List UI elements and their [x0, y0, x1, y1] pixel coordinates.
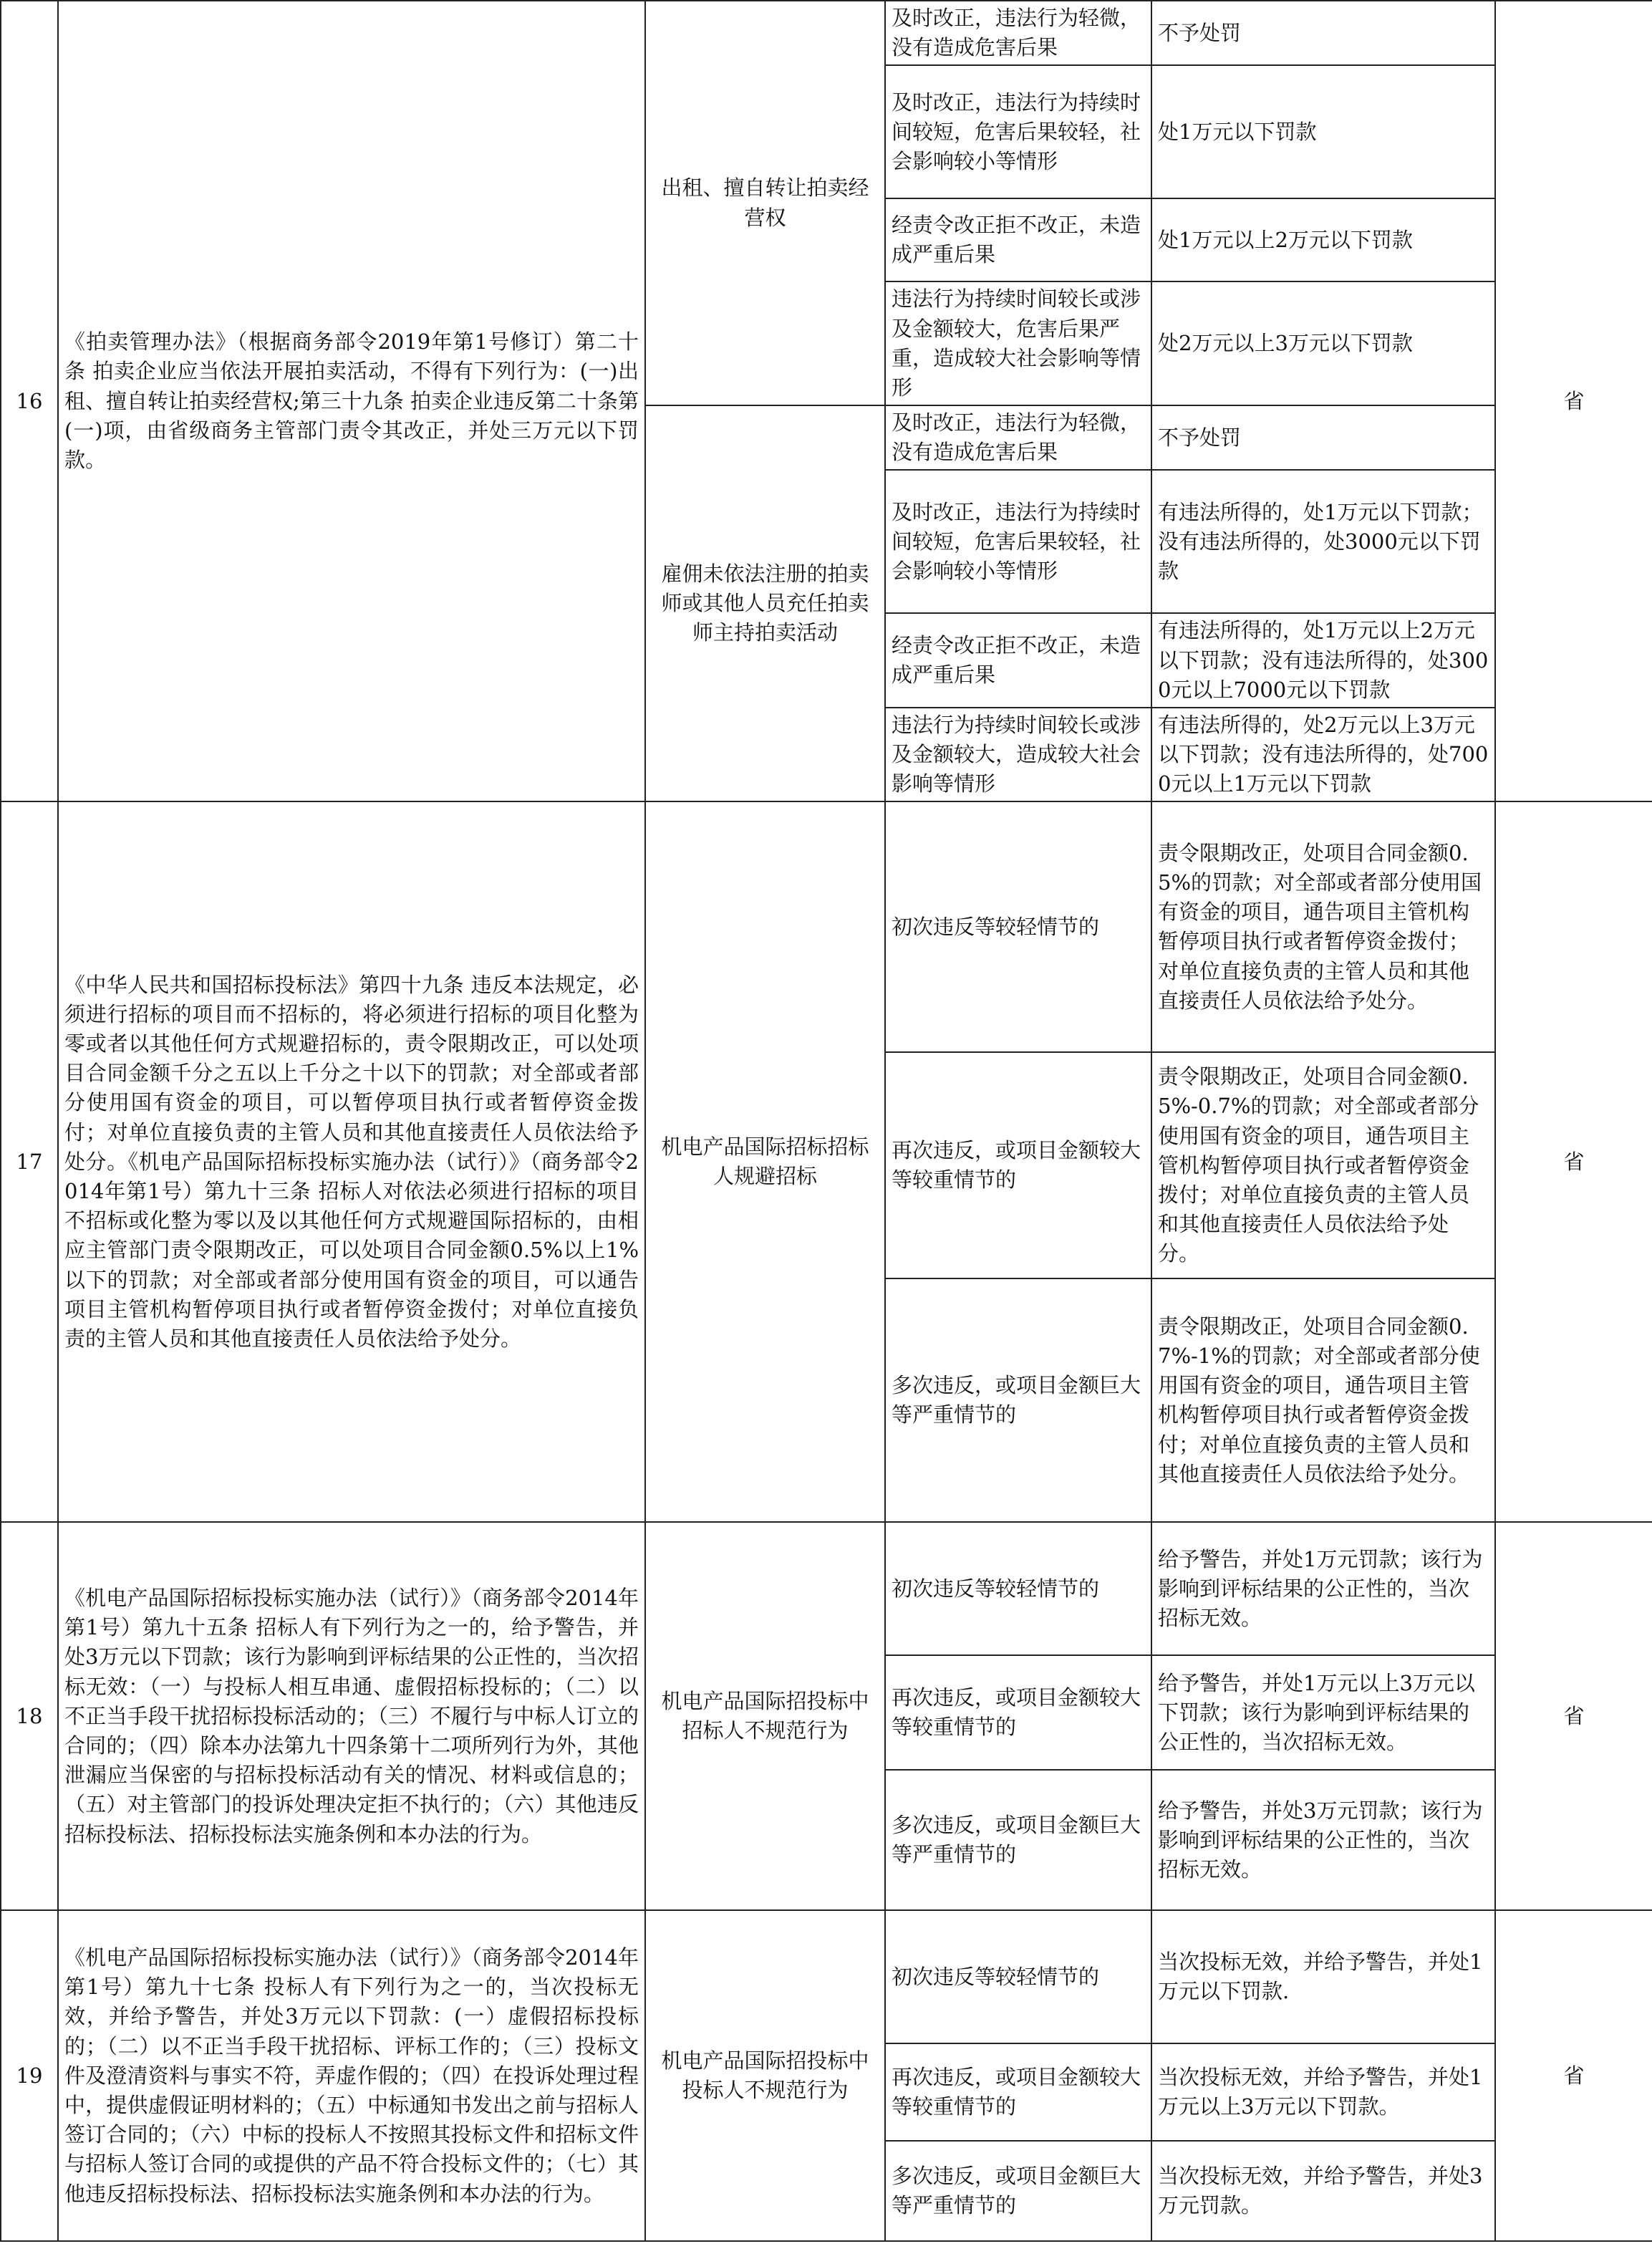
penalty: 不予处罚 — [1151, 1, 1495, 65]
circumstance: 及时改正，违法行为轻微，没有造成危害后果 — [885, 1, 1151, 65]
penalty: 责令限期改正，处项目合同金额0.5%的罚款；对全部或者部分使用国有资金的项目，通告项目主管机构暂停项目执行或者暂停资金拨付；对单位直接负责的主管人员和其他直接责任人员依法给予处分。 — [1151, 801, 1495, 1052]
penalty: 不予处罚 — [1151, 405, 1495, 470]
enforcement-level: 省 — [1495, 1522, 1652, 1910]
penalty: 给予警告，并处1万元以上3万元以下罚款；该行为影响到评标结果的公正性的，当次招标无效。 — [1151, 1655, 1495, 1770]
legal-basis: 《机电产品国际招标投标实施办法（试行）》（商务部令2014年第1号）第九十五条 招标人有下列行为之一的，给予警告，并处3万元以下罚款；该行为影响到评标结果的公正性的，当次招标无效：（一）与投标人相互串通、虚假招标投标的；（二）以不正当手段干扰招标投标活动的；（三）不履行与中标人订立的合同的；（四）除本办法第九十四条第十二项所列行为外，其他泄漏应当保密的与招标投标活动有关的情况、材料或信息的；（五）对主管部门的投诉处理决定拒不执行的；（六）其他违反招标投标法、招标投标法实施条例和本办法的行为。 — [58, 1522, 645, 1910]
circumstance: 经责令改正拒不改正，未造成严重后果 — [885, 198, 1151, 281]
row-number: 16 — [1, 1, 58, 801]
table-row — [1, 1910, 1652, 2043]
circumstance: 违法行为持续时间较长或涉及金额较大，造成较大社会影响等情形 — [885, 708, 1151, 802]
enforcement-level: 省 — [1495, 1910, 1652, 2241]
circumstance: 再次违反，或项目金额较大等较重情节的 — [885, 2043, 1151, 2141]
legal-basis: 《拍卖管理办法》（根据商务部令2019年第1号修订）第二十条 拍卖企业应当依法开展拍卖活动，不得有下列行为：(一)出租、擅自转让拍卖经营权;第三十九条 拍卖企业违反第二十条第(一)项，由省级商务主管部门责令其改正，并处三万元以下罚款。 — [58, 1, 645, 801]
circumstance: 初次违反等较轻情节的 — [885, 1910, 1151, 2043]
penalty: 给予警告，并处3万元罚款；该行为影响到评标结果的公正性的，当次招标无效。 — [1151, 1770, 1495, 1910]
row-number: 19 — [1, 1910, 58, 2241]
circumstance: 及时改正，违法行为持续时间较短，危害后果较轻，社会影响较小等情形 — [885, 470, 1151, 613]
table-row — [1, 1522, 1652, 1655]
enforcement-level: 省 — [1495, 801, 1652, 1522]
penalty: 有违法所得的，处1万元以下罚款；没有违法所得的，处3000元以下罚款 — [1151, 470, 1495, 613]
penalty: 有违法所得的，处1万元以上2万元以下罚款；没有违法所得的，处3000元以上7000元以下罚款 — [1151, 613, 1495, 708]
violation-item: 出租、擅自转让拍卖经营权 — [645, 1, 885, 405]
enforcement-level: 省 — [1495, 1, 1652, 801]
penalty: 当次投标无效，并给予警告，并处3万元罚款。 — [1151, 2141, 1495, 2241]
circumstance: 多次违反，或项目金额巨大等严重情节的 — [885, 1278, 1151, 1522]
circumstance: 经责令改正拒不改正，未造成严重后果 — [885, 613, 1151, 708]
circumstance: 再次违反，或项目金额较大等较重情节的 — [885, 1655, 1151, 1770]
penalty: 当次投标无效，并给予警告，并处1万元以上3万元以下罚款。 — [1151, 2043, 1495, 2141]
circumstance: 及时改正，违法行为轻微，没有造成危害后果 — [885, 405, 1151, 470]
circumstance: 及时改正，违法行为持续时间较短，危害后果较轻，社会影响较小等情形 — [885, 65, 1151, 198]
circumstance: 再次违反，或项目金额较大等较重情节的 — [885, 1052, 1151, 1278]
circumstance: 初次违反等较轻情节的 — [885, 1522, 1151, 1655]
table-row — [1, 1, 1652, 65]
circumstance: 多次违反，或项目金额巨大等严重情节的 — [885, 1770, 1151, 1910]
table-row — [1, 801, 1652, 1052]
penalty: 处2万元以上3万元以下罚款 — [1151, 281, 1495, 405]
violation-item: 机电产品国际招投标中投标人不规范行为 — [645, 1910, 885, 2241]
row-number: 17 — [1, 801, 58, 1522]
violation-item: 雇佣未依法注册的拍卖师或其他人员充任拍卖师主持拍卖活动 — [645, 405, 885, 801]
row-number: 18 — [1, 1522, 58, 1910]
legal-basis: 《中华人民共和国招标投标法》第四十九条 违反本法规定，必须进行招标的项目而不招标的，将必须进行招标的项目化整为零或者以其他任何方式规避招标的，责令限期改正，可以处项目合同金额千分之五以上千分之十以下的罚款；对全部或者部分使用国有资金的项目，可以暂停项目执行或者暂停资金拨付；对单位直接负责的主管人员和其他直接责任人员依法给予处分。《机电产品国际招标投标实施办法（试行）》（商务部令2014年第1号）第九十三条 招标人对依法必须进行招标的项目不招标或化整为零以及以其他任何方式规避国际招标的，由相应主管部门责令限期改正，可以处项目合同金额0.5%以上1%以下的罚款；对全部或者部分使用国有资金的项目，可以通告项目主管机构暂停项目执行或者暂停资金拨付；对单位直接负责的主管人员和其他直接责任人员依法给予处分。 — [58, 801, 645, 1522]
legal-basis: 《机电产品国际招标投标实施办法（试行）》（商务部令2014年第1号）第九十七条 投标人有下列行为之一的，当次投标无效，并给予警告，并处3万元以下罚款：(一）虚假招标投标的；（二）以不正当手段干扰招标、评标工作的；（三）投标文件及澄清资料与事实不符，弄虚作假的；（四）在投诉处理过程中，提供虚假证明材料的；（五）中标通知书发出之前与招标人签订合同的；（六）中标的投标人不按照其投标文件和招标文件与招标人签订合同的或提供的产品不符合投标文件的；（七）其他违反招标投标法、招标投标法实施条例和本办法的行为。 — [58, 1910, 645, 2241]
penalty: 处1万元以下罚款 — [1151, 65, 1495, 198]
violation-item: 机电产品国际招标招标人规避招标 — [645, 801, 885, 1522]
circumstance: 多次违反，或项目金额巨大等严重情节的 — [885, 2141, 1151, 2241]
circumstance: 初次违反等较轻情节的 — [885, 801, 1151, 1052]
penalty: 责令限期改正，处项目合同金额0.5%-0.7%的罚款；对全部或者部分使用国有资金的项目，通告项目主管机构暂停项目执行或者暂停资金拨付；对单位直接负责的主管人员和其他直接责任人员依法给予处分。 — [1151, 1052, 1495, 1278]
penalty: 处1万元以上2万元以下罚款 — [1151, 198, 1495, 281]
violation-item: 机电产品国际招投标中招标人不规范行为 — [645, 1522, 885, 1910]
circumstance: 违法行为持续时间较长或涉及金额较大，危害后果严重，造成较大社会影响等情形 — [885, 281, 1151, 405]
penalty: 有违法所得的，处2万元以上3万元以下罚款；没有违法所得的，处7000元以上1万元以下罚款 — [1151, 708, 1495, 802]
penalty: 责令限期改正，处项目合同金额0.7%-1%的罚款；对全部或者部分使用国有资金的项目，通告项目主管机构暂停项目执行或者暂停资金拨付；对单位直接负责的主管人员和其他直接责任人员依法给予处分。 — [1151, 1278, 1495, 1522]
penalty: 当次投标无效，并给予警告，并处1万元以下罚款. — [1151, 1910, 1495, 2043]
penalty: 给予警告，并处1万元罚款；该行为影响到评标结果的公正性的，当次招标无效。 — [1151, 1522, 1495, 1655]
